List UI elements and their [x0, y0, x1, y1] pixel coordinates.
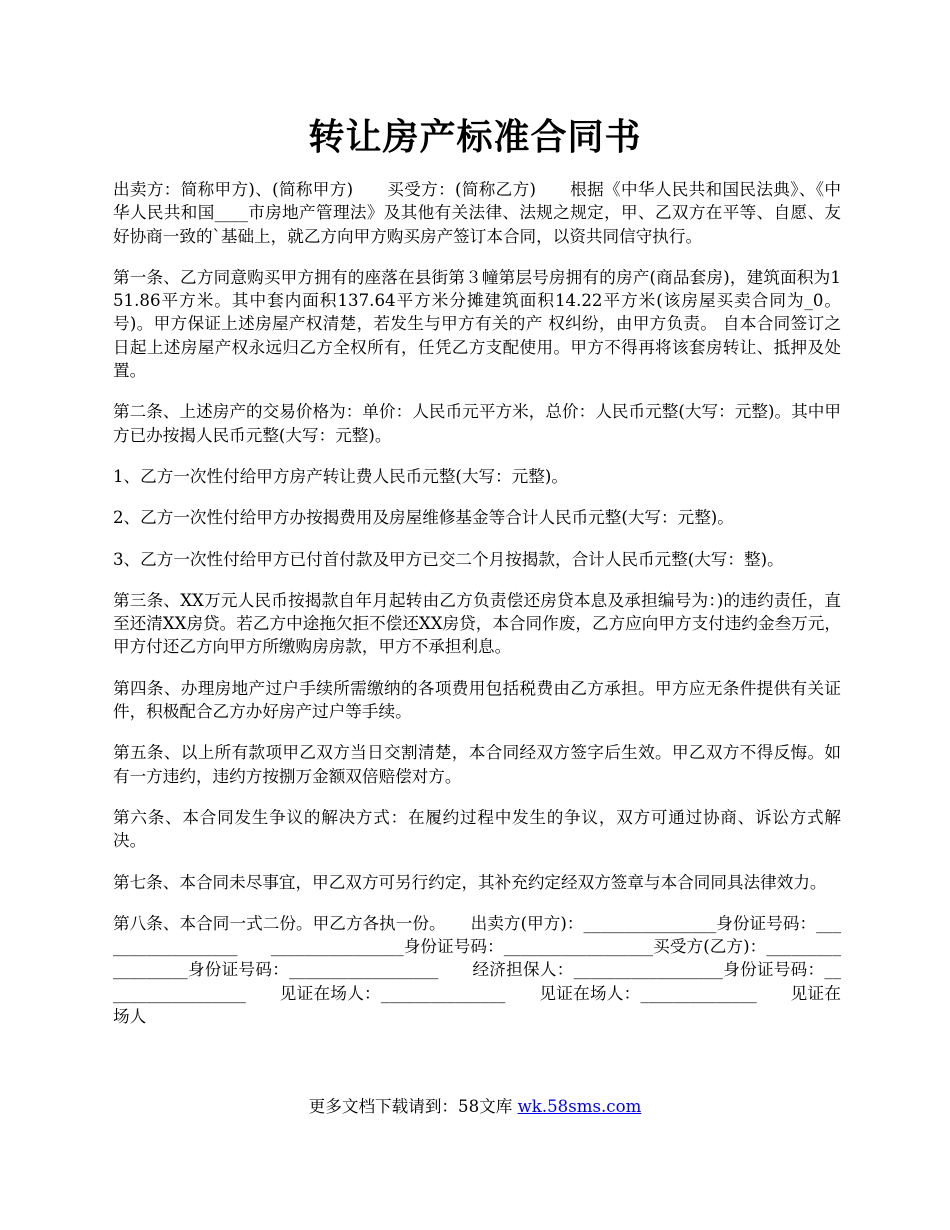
article-7-paragraph: 第七条、本合同未尽事宜，甲乙双方可另行约定，其补充约定经双方签章与本合同同具法律效力。: [113, 872, 827, 892]
article-4-paragraph: 第四条、办理房地产过户手续所需缴纳的各项费用包括税费由乙方承担。甲方应无条件提供有关证件，积极配合乙方办好房产过户等手续。: [113, 678, 841, 722]
payment-item-3: 3、乙方一次性付给甲方已付首付款及甲方已交二个月按揭款，合计人民币元整(大写：整)。: [113, 549, 784, 569]
intro-paragraph: 出卖方：简称甲方)、(简称甲方) 买受方：(简称乙方) 根据《中华人民共和国民法典》、《中华人民共和国____市房地产管理法》及其他有关法律、法规之规定，甲、乙双方在平等、自愿、友好协商一致的`基础上，就乙方向甲方购买房产签订本合同，以资共同信守执行。: [113, 180, 841, 246]
article-5-paragraph: 第五条、以上所有款项甲乙双方当日交割清楚，本合同经双方签字后生效。甲乙双方不得反悔。如有一方违约，违约方按捌万金额双倍赔偿对方。: [113, 743, 841, 786]
footer-link[interactable]: wk.58sms.com: [517, 1097, 642, 1116]
payment-item-1: 1、乙方一次性付给甲方房产转让费人民币元整(大写：元整)。: [113, 466, 568, 486]
article-1-paragraph: 第一条、乙方同意购买甲方拥有的座落在县街第３幢第层号房拥有的房产(商品套房)，建筑面积为151.86平方米。其中套内面积137.64平方米分摊建筑面积14.22平方米(该房屋买卖合同为_0。号)。甲方保证上述房屋产权清楚，若发生与甲方有关的产 权纠纷，由甲方负责。 自本合同签订之日起上述房屋产权永远归乙方全权所有，任凭乙方支配使用。甲方不得再将该套房转让、抵押及处置。: [113, 267, 841, 381]
article-3-paragraph: 第三条、XX万元人民币按揭款自年月起转由乙方负责偿还房贷本息及承担编号为：)的违约责任，直至还清XX房贷。若乙方中途拖欠拒不偿还XX房贷，本合同作废，乙方应向甲方支付违约金叁万元，甲方付还乙方向甲方所缴购房房款，甲方不承担利息。: [113, 590, 841, 657]
contract-body: [113, 178, 841, 1046]
article-2-paragraph: 第二条、上述房产的交易价格为：单价：人民币元平方米，总价：人民币元整(大写：元整)。其中甲方已办按揭人民币元整(大写：元整)。: [113, 402, 841, 445]
payment-item-2: 2、乙方一次性付给甲方办按揭费用及房屋维修基金等合计人民币元整(大写：元整)。: [113, 508, 734, 528]
article-8-signature-block: 第八条、本合同一式二份。甲乙方各执一份。 出卖方(甲方)：________________身份证号码：__________________ ________________身份证号码：__________________买受方(乙方)：__________________身份证号码：__________________ 经济担保人：__________________身份证号码：__________________ 见证在场人：_______________ 见证在场人：______________ 见证在场人: [113, 913, 841, 1027]
download-footer: [0, 1095, 950, 1119]
document-title: 转让房产标准合同书: [308, 116, 642, 158]
article-6-paragraph: 第六条、本合同发生争议的解决方式：在履约过程中发生的争议，双方可通过协商、诉讼方式解决。: [113, 807, 841, 851]
footer-prefix: 更多文档下载请到：58文库: [308, 1097, 518, 1116]
